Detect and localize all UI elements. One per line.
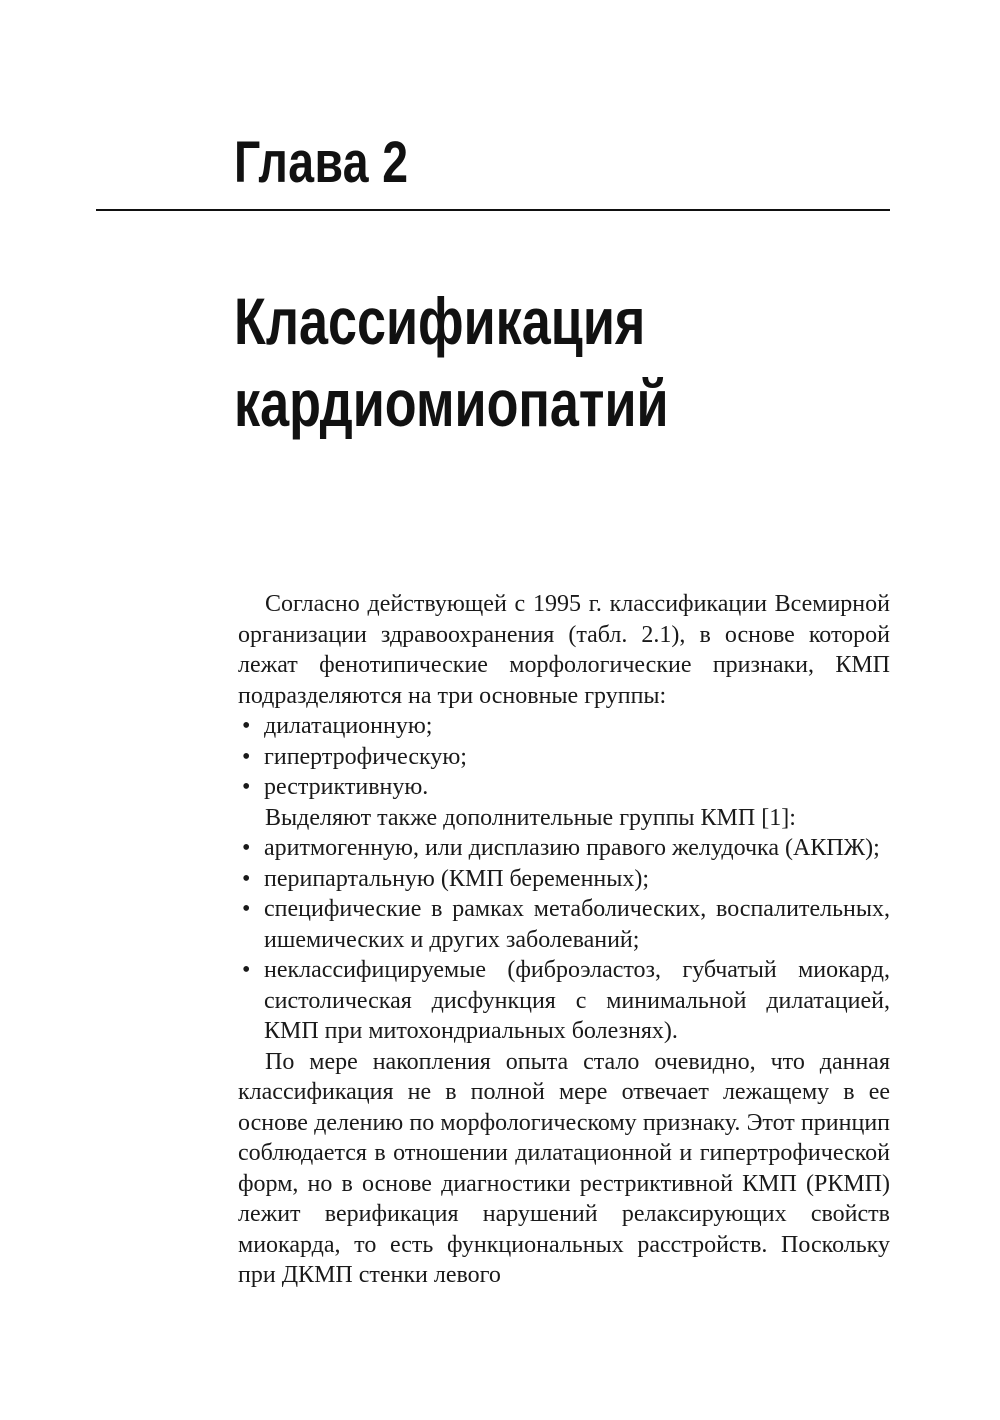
list-item: • неклассифицируемые (фиброэластоз, губчатый миокард, систолическая дисфункция с минимальной дилатацией, КМП при митохондриальных болезнях). [238,955,890,1047]
chapter-title-line-2: кардиомиопатий [234,366,669,440]
chapter-title-line-1: Классификация [234,284,646,358]
list-item: • рестриктивную. [238,772,890,803]
additional-groups-intro: Выделяют также дополнительные группы КМП [1]: [265,804,796,831]
intro-paragraph: Согласно действующей с 1995 г. классификации Всемирной организации здравоохранения (табл. 2.1), в основе которой лежат фенотипические морфологические признаки, КМП подразделяются на три основные группы: [238,591,890,709]
main-groups-list [238,711,890,803]
chapter-title [234,280,669,444]
list-item: • аритмогенную, или дисплазию правого желудочка (АКПЖ); [238,833,890,864]
list-item: • специфические в рамках метаболических, воспалительных, ишемических и других заболеваний; [238,894,890,955]
closing-paragraph: По мере накопления опыта стало очевидно, что данная классификация не в полной мере отвечает лежащему в ее основе делению по морфологическому признаку. Этот принцип соблюдается в отношении дилатационной и гипертрофической форм, но в основе диагностики рестриктивной КМП (РКМП) лежит верификация нарушений релаксирующих свойств миокарда, то есть функциональных расстройств. Поскольку при ДКМП стенки левого [238,1048,890,1288]
list-item: • дилатационную; [238,711,890,742]
additional-groups-list [238,833,890,1047]
chapter-divider [96,209,890,211]
chapter-label: Глава 2 [234,130,409,195]
list-item: • перипартальную (КМП беременных); [238,864,890,895]
list-item: • гипертрофическую; [238,742,890,773]
body-text [238,589,890,1291]
